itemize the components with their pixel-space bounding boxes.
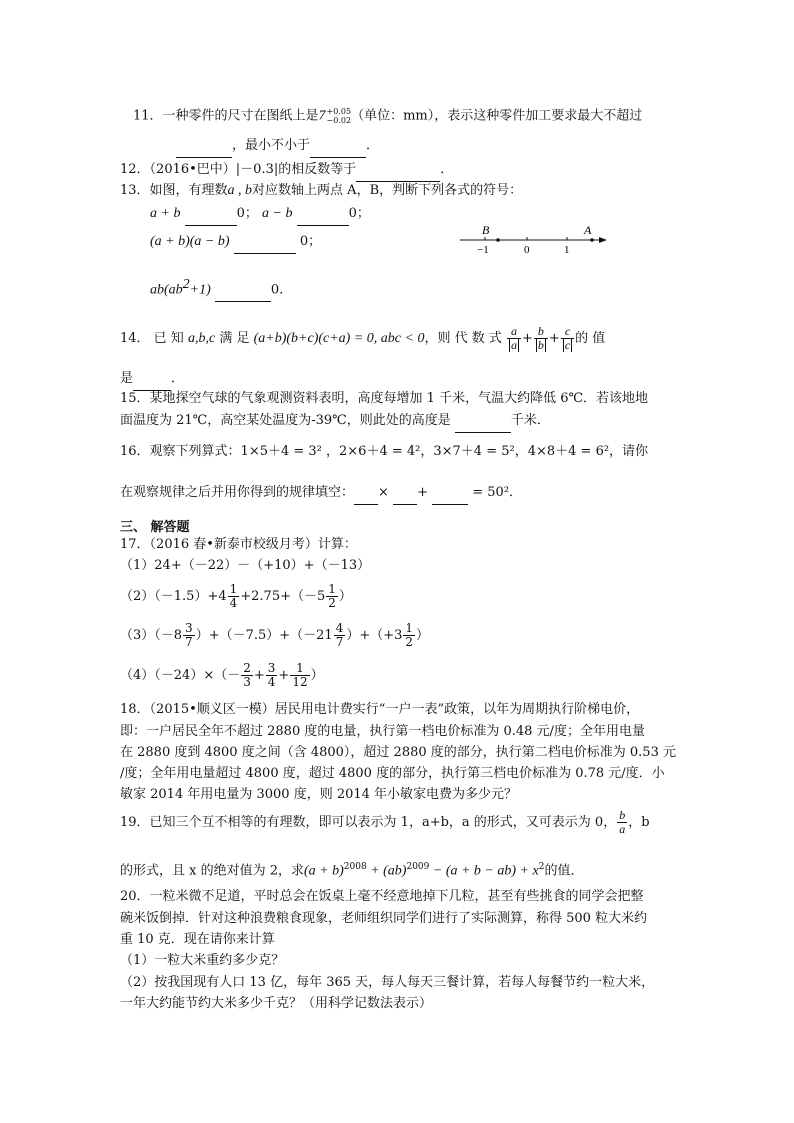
q14-line2-text: 是	[120, 371, 134, 386]
q14-mid2: ，则 代 数 式	[424, 331, 502, 346]
q13-expr-product: (a + b)(a − b)	[150, 234, 230, 249]
q17-frac-1-4	[228, 583, 240, 610]
q13-blank-1[interactable]	[185, 207, 237, 226]
q20-text5: （2）按我国现有人口 13 亿，每年 365 天，每人每天三餐计算，若每人每餐节约一粒大米，	[120, 975, 655, 990]
q11-tolerance	[327, 107, 352, 125]
q20-text6: 一年大约能节约大米多少千克？（用科学记数法表示）	[120, 996, 433, 1011]
q17-fr-n2: 2	[243, 661, 251, 675]
q14-vars: a,b,c	[187, 331, 216, 346]
q20-text3: 重 10 克．现在请你来计算	[120, 932, 275, 947]
q16-times: ×	[378, 485, 389, 500]
q18-line5	[120, 786, 517, 804]
q14-line2	[120, 370, 184, 391]
q15-text3: 千米．	[510, 413, 550, 428]
q13-expr-diff: a − b	[262, 206, 293, 221]
q18-text2: 即：一户居民全年不超过 2880 度的电量，执行第一档电价标准为 0.48 元/度；全年用电量	[120, 724, 645, 739]
q18-text5: 敏家 2014 年用电量为 3000 度，则 2014 年小敏家电费为多少元？	[120, 787, 518, 802]
q14-pre: 14． 已 知	[120, 331, 184, 346]
q14-blank[interactable]	[133, 372, 171, 391]
q17-frac-1-12	[290, 662, 309, 689]
q18-line4	[120, 765, 665, 783]
q14-frac-c-den	[561, 339, 574, 352]
q16-blank-1[interactable]	[354, 486, 378, 505]
q19-text2: 的形式，且 x 的绝对值为 2，求	[120, 863, 304, 879]
q13-expr-row2	[150, 233, 321, 254]
q17-part3-d: ）	[416, 628, 430, 643]
q13-expr-row3: $ab(ab^2+1)$ 0．	[150, 276, 292, 302]
q12-period: ．	[440, 162, 454, 177]
q19-text2-end: 的值．	[544, 863, 584, 879]
q14-frac-b	[534, 325, 548, 352]
section-title	[120, 519, 190, 537]
q17-title-text: 17．（2016 春•新泰市校级月考）计算：	[120, 537, 357, 552]
q17-fr-d3: 3	[243, 675, 251, 689]
label-a: A	[584, 223, 592, 237]
q17-part2-a: （2）（－1.5）+4	[120, 589, 227, 604]
q16-line1	[120, 443, 648, 461]
number-line	[455, 222, 655, 262]
q17-fr-d12: 12	[292, 675, 308, 689]
q12-text: 12．（2016•巴中）|－0.3|的相反数等于	[120, 162, 357, 177]
q17-fr-d4: 4	[229, 596, 238, 610]
q15-text2: 面温度为 21℃，高空某处温度为-39℃，则此处的高度是	[120, 413, 451, 428]
q19-frac-b-a	[617, 809, 627, 836]
q11-text3: ，最小不小于	[232, 138, 311, 153]
q19-expr3: − (a + b − ab) + x	[429, 863, 539, 879]
q19-exp3: 2	[538, 862, 545, 872]
q17-part3-c: ）+（+3	[346, 628, 403, 643]
q14-period: ．	[171, 371, 185, 386]
q17-part4-b: ）	[310, 668, 324, 683]
q13-expr-4a: ab(ab	[150, 282, 183, 298]
point-a	[590, 238, 594, 242]
q11-blank-max[interactable]	[176, 139, 232, 158]
q14-frac-c-abs: c	[564, 338, 571, 352]
q14-post: 的 值	[575, 331, 606, 346]
q17-part2-c: ）	[338, 589, 352, 604]
q17-part1	[120, 557, 370, 575]
q16-text1: 16．观察下列算式：1×5＋4 = 3² ，2×6＋4 = 4²，3×7＋4 = 5²，4×8＋4 = 6²，请你	[120, 444, 649, 459]
q14-frac-b-den	[534, 339, 548, 352]
q17-fr-d4b: 4	[267, 675, 276, 689]
q18-text1: 18．（2015•顺义区一模）居民用电计费实行“一户一表”政策，以年为周期执行阶梯电价，	[120, 702, 640, 717]
q19-text1: 19．已知三个互不相等的有理数，即可以表示为 1，a+b，a 的形式，又可表示为 0，	[120, 815, 617, 830]
q19-expr2: + (ab)	[366, 863, 407, 879]
q19-exp2: 2009	[406, 862, 430, 872]
q19-line1	[120, 808, 650, 838]
q17-part2	[120, 582, 352, 612]
q20-text2: 碗米饭倒掉．针对这种浪费粮食现象，老师组织同学们进行了实际测算，称得 500 粒大米约	[120, 911, 648, 926]
q17-frac-1-2	[326, 583, 338, 610]
q17-frac-3-7	[183, 622, 195, 649]
q13-zero-3: 0；	[299, 234, 322, 249]
q18-line1	[120, 701, 639, 719]
q15-text1: 15．某地探空气球的气象观测资料表明，高度每增加 1 千米，气温大约降低 6℃．若该地地	[120, 391, 649, 406]
q19-frac-den: a	[619, 822, 626, 836]
section-title-text: 三、 解答题	[120, 520, 190, 535]
q20-line6	[120, 995, 432, 1013]
q15-line1	[120, 390, 648, 408]
q17-part2-b: +2.75+（－5	[240, 589, 326, 604]
q16-blank-2[interactable]	[393, 486, 417, 505]
q16-line2	[120, 484, 522, 505]
q16-text2: 在观察规律之后并用你得到的规律填空：	[120, 485, 355, 500]
q13-line	[120, 182, 522, 200]
q18-text4: /度；全年用电量超过 4800 度，超过 4800 度的部分，执行第三档电价标准为 0.78 元/度．小	[120, 766, 665, 781]
q14-frac-c-num: c	[561, 325, 574, 339]
arrow-head-icon	[599, 237, 607, 243]
q11-line2	[176, 137, 379, 158]
q17-part1-text: （1）24+（－22）－（+10）+（－13）	[120, 558, 371, 573]
q20-line1	[120, 888, 644, 906]
q19-text1-end: ，b	[628, 815, 650, 830]
q17-fr-d7b: 7	[335, 635, 344, 649]
q14-frac-a-abs: a	[511, 338, 517, 352]
q17-fr-d7: 7	[185, 635, 193, 649]
q17-plus-2: +	[278, 668, 290, 683]
q13-expr-4b: +1)	[189, 282, 211, 298]
q17-fr-n4: 4	[335, 621, 344, 635]
q19-frac-num: b	[619, 808, 626, 822]
q15-blank[interactable]	[455, 414, 511, 433]
q18-line3	[120, 744, 676, 762]
q13-text2: 对应数轴上两点 A，B，判断下列各式的符号：	[252, 183, 523, 198]
q14-cond: (a+b)(b+c)(c+a) = 0, abc < 0	[253, 331, 425, 346]
q13-zero-1: 0；	[236, 206, 258, 221]
q17-part4-a: （4）（－24）×（－	[120, 668, 241, 683]
q17-part4	[120, 661, 324, 691]
q17-fr-n1b: 1	[328, 582, 336, 596]
q17-title	[120, 536, 357, 554]
q19-line2	[120, 858, 583, 880]
label-b: B	[482, 223, 490, 237]
q11-tol-up: +0.05	[326, 107, 352, 116]
q17-fr-n3b: 3	[267, 661, 276, 675]
q16-blank-3[interactable]	[432, 486, 468, 505]
q11-text2: （单位：mm），表示这种零件加工要求最大不超过	[351, 108, 643, 124]
q13-zero-4: 0．	[270, 282, 293, 298]
q11-tol-down: −0.02	[326, 116, 352, 125]
q11-text: 11．一种零件的尺寸在图纸上是	[133, 108, 319, 124]
q17-part3-a: （3）（－8	[120, 628, 183, 643]
q12-line	[120, 161, 453, 182]
q14-frac-b-abs: b	[537, 338, 544, 352]
tick-label-minus1: −1	[477, 244, 489, 256]
q20-text1: 20．一粒米微不足道，平时总会在饭桌上毫不经意地掉下几粒，甚至有些挑食的同学会把整	[120, 889, 644, 904]
tick-label-0: 0	[524, 244, 530, 256]
q19-expr1: (a + b)	[304, 863, 344, 879]
q18-line2	[120, 723, 645, 741]
q20-line2	[120, 910, 647, 928]
q13-blank-3[interactable]	[234, 235, 296, 254]
q18-text3: 在 2880 度到 4800 度之间（含 4800），超过 2880 度的部分，执行第二档电价标准为 0.53 元	[120, 745, 676, 760]
q14-frac-a	[507, 325, 521, 352]
q17-part3	[120, 621, 429, 651]
q17-fr-n1d: 1	[290, 662, 309, 676]
q17-fr-d2: 2	[328, 596, 336, 610]
q13-blank-2[interactable]	[297, 207, 349, 226]
q17-frac-2-3	[241, 662, 253, 689]
q13-vars: a , b	[227, 183, 253, 198]
q13-blank-4[interactable]	[215, 283, 271, 302]
q14-mid: 满 足	[219, 331, 250, 346]
q17-part3-b: ）+（－7.5）+（－21	[195, 628, 333, 643]
q19-exp1: 2008	[343, 862, 367, 872]
q17-fr-n1: 1	[229, 582, 238, 596]
q17-fr-d2b: 2	[405, 635, 414, 649]
q11-blank-min[interactable]	[310, 139, 366, 158]
q11-period: ．	[366, 138, 380, 153]
tick-label-1: 1	[564, 244, 570, 256]
q20-line3	[120, 931, 275, 949]
q17-plus-1: +	[253, 668, 265, 683]
q20-text4: （1）一粒大米重约多少克？	[120, 953, 285, 968]
q13-expr-row1	[150, 205, 370, 226]
q14-frac-b-num: b	[534, 325, 548, 339]
q17-fr-n3: 3	[185, 621, 193, 635]
q20-line5	[120, 974, 654, 992]
q20-line4	[120, 952, 284, 970]
q14-frac-a-num: a	[507, 325, 521, 339]
q13-expr-sum: a + b	[150, 206, 181, 221]
q16-eq: = 50²．	[472, 485, 523, 500]
q11-base: 7	[318, 108, 326, 124]
q12-blank[interactable]	[356, 163, 440, 182]
q16-plus: +	[417, 485, 428, 500]
q11-line1	[133, 107, 642, 126]
q17-fr-n1c: 1	[405, 621, 414, 635]
q17-frac-3-4	[266, 662, 278, 689]
point-b	[496, 238, 500, 242]
q13-text: 13．如图，有理数	[120, 183, 228, 198]
q15-line2	[120, 412, 550, 433]
q14-line1: 14． 已 知 a,b,c 满 足 (a+b)(b+c)(c+a) = 0, abc < 0，则 代 数 式 $\frac{a}{a}$ + $\frac{b}{b}$ + $\frac{c}{c}$ 的 值	[120, 324, 606, 352]
q17-frac-4-7	[334, 622, 346, 649]
q14-frac-a-den	[507, 339, 521, 352]
q17-frac-1-2b	[403, 622, 415, 649]
q14-frac-c	[561, 325, 574, 352]
q13-zero-2: 0；	[348, 206, 370, 221]
